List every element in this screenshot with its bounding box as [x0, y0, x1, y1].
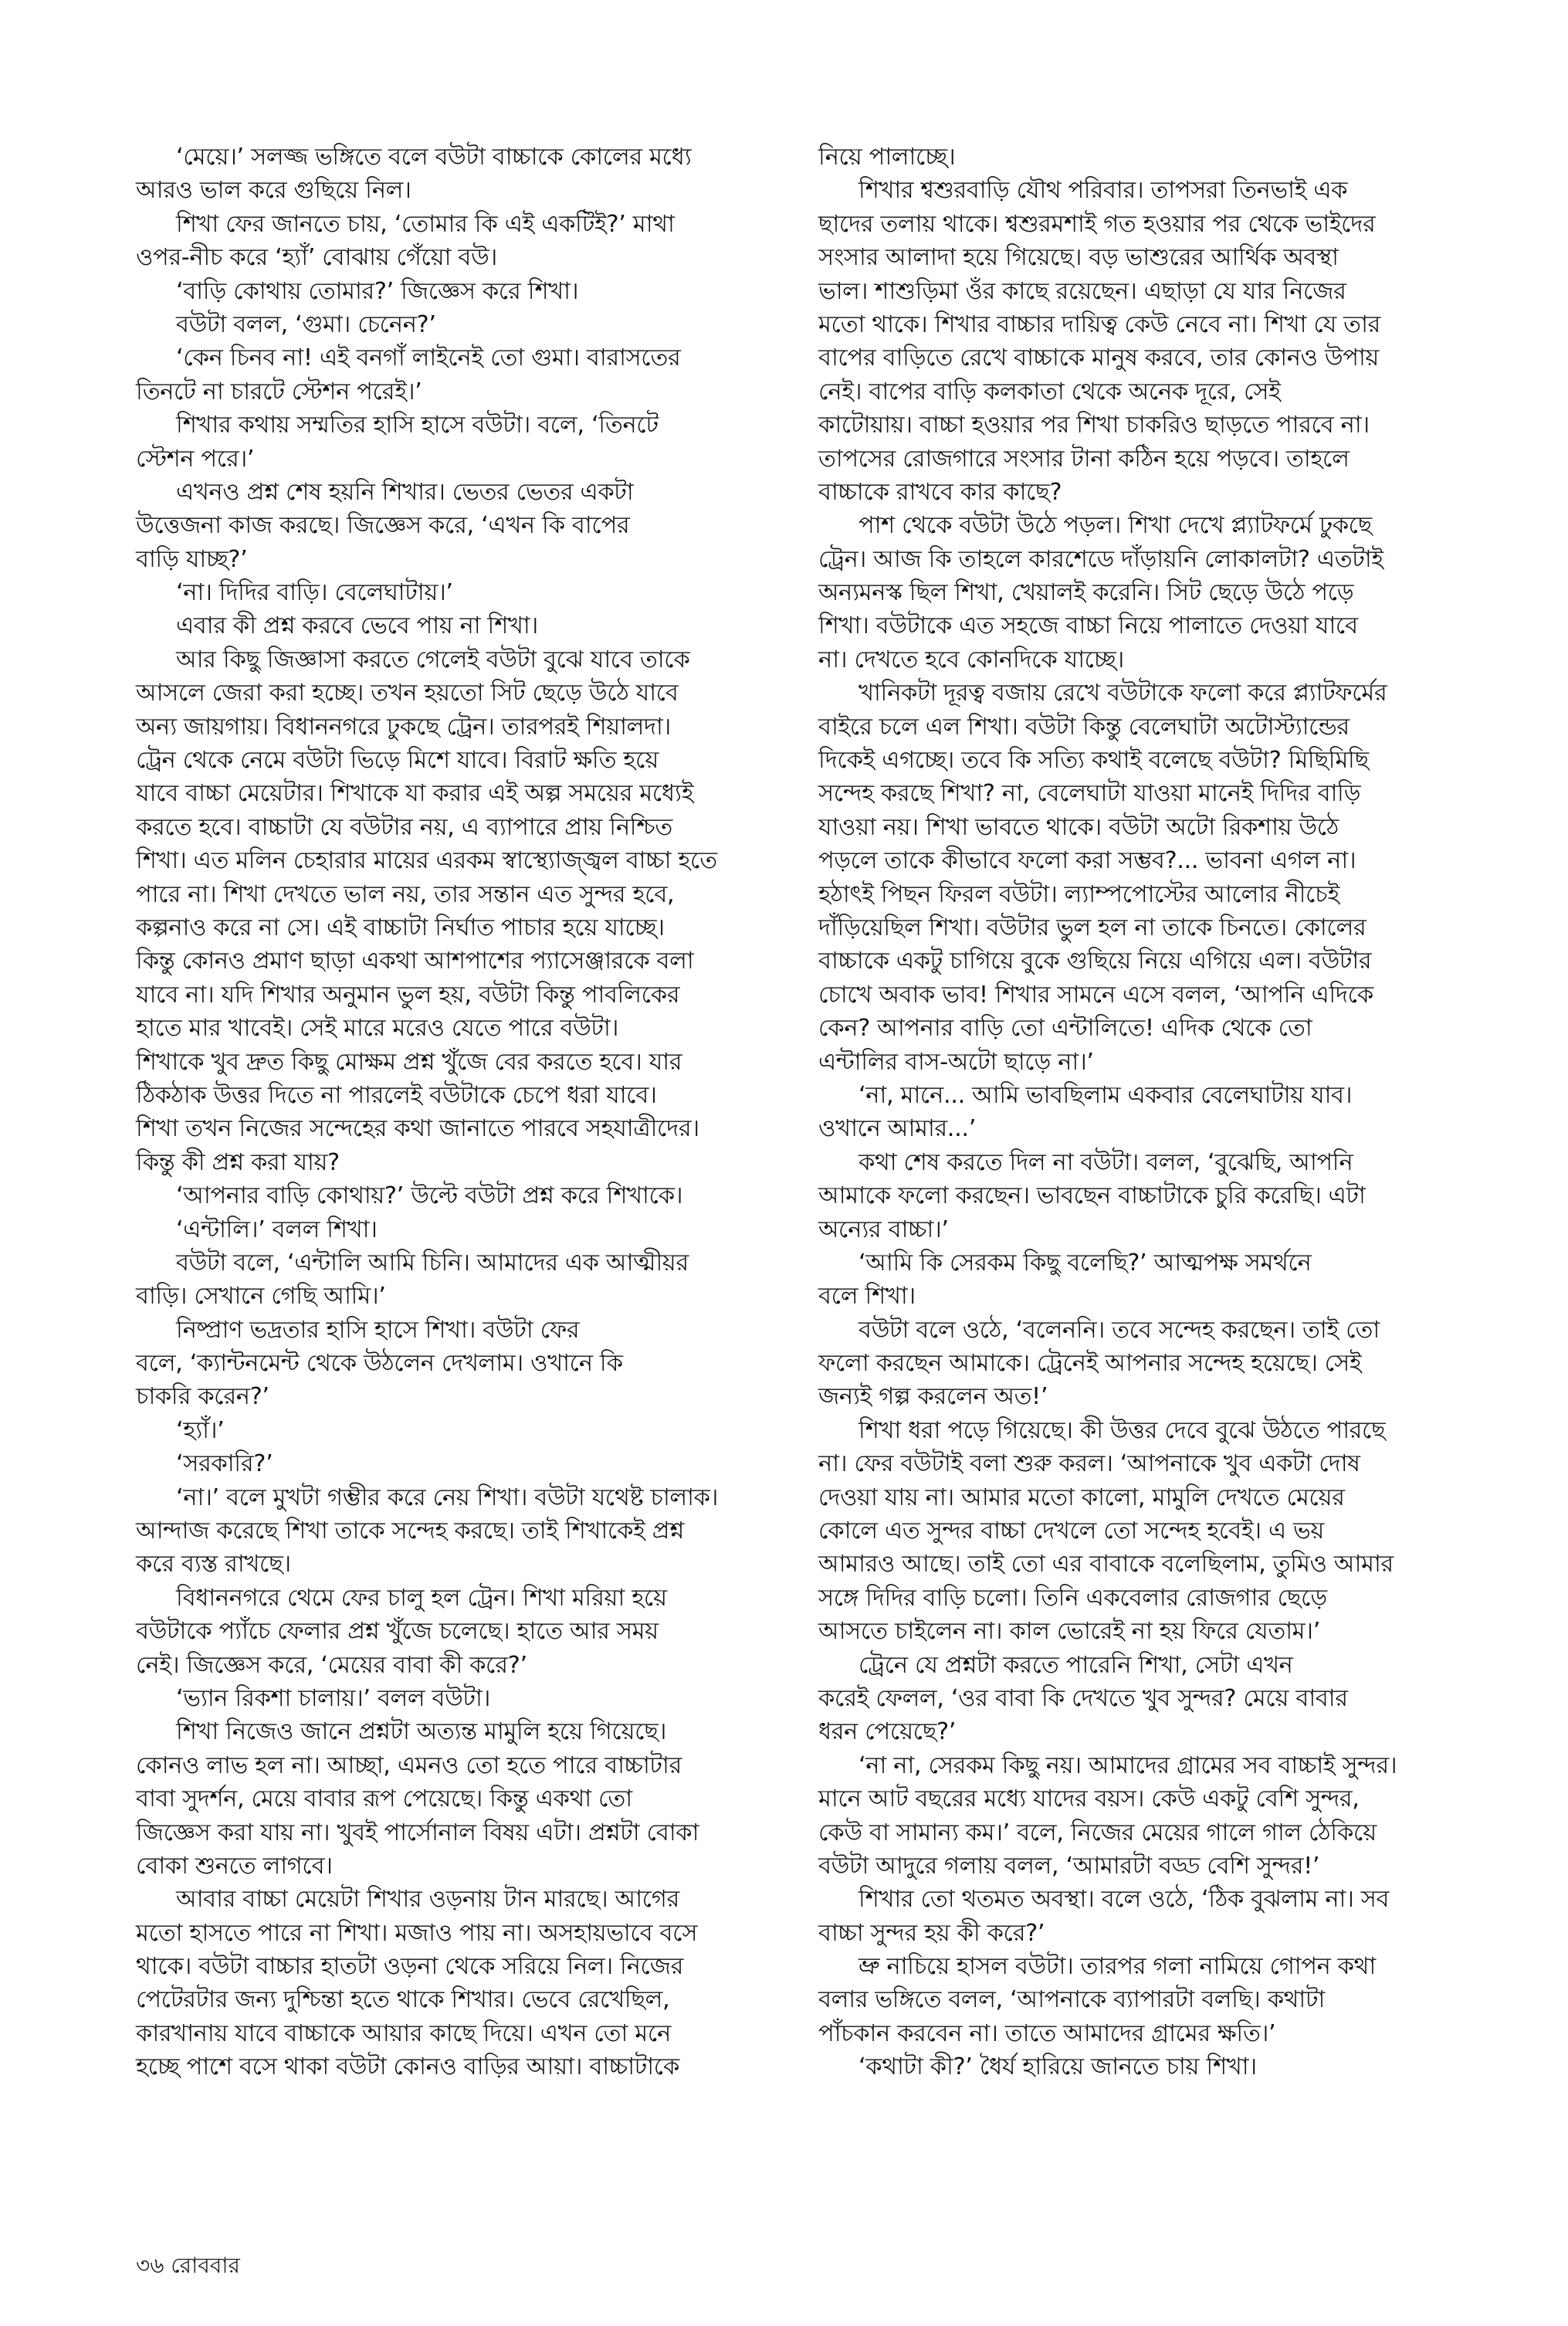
text-line: বাবা সুদর্শন, মেয়ে বাবার রূপ পেয়েছে। কিন্তু একথা তো	[136, 1785, 632, 1813]
text-line: অন্য জায়গায়। বিধাননগরে ঢুকছে ট্রেন। তারপরই শিয়ালদা।	[136, 713, 671, 741]
text-line: তাপসের রোজগারে সংসার টানা কঠিন হয়ে পড়বে। তাহলে	[818, 445, 1350, 473]
text-line: খানিকটা দূরত্ব বজায় রেখে বউটাকে ফলো করে প্ল্যাটফর্মের	[859, 680, 1387, 707]
text-line: কল্পনাও করে না সে। এই বাচ্চাটা নির্ঘাত পাচার হয়ে যাচ্ছে।	[136, 914, 665, 941]
text-line: কারখানায় যাবে বাচ্চাকে আয়ার কাছে দিয়ে। এখন তো মনে	[136, 2019, 671, 2047]
text-line: বউটা বলল, ‘গুমা। চেনেন?’	[176, 310, 436, 338]
text-line: আন্দাজ করেছে শিখা তাকে সন্দেহ করছে। তাই শিখাকেই প্রশ্ন	[136, 1517, 684, 1545]
text-line: বাড়ি। সেখানে গেছি আমি।’	[136, 1283, 386, 1310]
text-line: ট্রেনে যে প্রশ্নটা করতে পারেনি শিখা, সেটা এখন	[859, 1651, 1293, 1679]
text-line: বউটা বলে ওঠে, ‘বলেননি। তবে সন্দেহ করছেন। তাই তো	[859, 1316, 1380, 1344]
text-line: ‘না। দিদির বাড়ি। বেলেঘাটায়।’	[176, 579, 453, 607]
text-line: আবার বাচ্চা মেয়েটা শিখার ওড়নায় টান মারছে। আগের	[176, 1886, 679, 1914]
text-line: ‘বাড়ি কোথায় তোমার?’ জিজ্ঞেস করে শিখা।	[176, 277, 579, 305]
text-line: না। ফের বউটাই বলা শুরু করল। ‘আপনাকে খুব একটা দোষ	[818, 1450, 1360, 1478]
text-line: এবার কী প্রশ্ন করবে ভেবে পায় না শিখা।	[176, 612, 538, 640]
text-line: ‘আপনার বাড়ি কোথায়?’ উল্টে বউটা প্রশ্ন করে শিখাকে।	[176, 1182, 683, 1210]
text-line: বোকা শুনতে লাগবে।	[136, 1852, 333, 1880]
text-line: ধরন পেয়েছে?’	[818, 1718, 957, 1746]
text-line: সংসার আলাদা হয়ে গিয়েছে। বড় ভাশুরের আর্থিক অবস্থা	[818, 244, 1339, 272]
text-line: করতে হবে। বাচ্চাটা যে বউটার নয়, এ ব্যাপারে প্রায় নিশ্চিত	[136, 813, 672, 841]
text-line: যাবে না। যদি শিখার অনুমান ভুল হয়, বউটা কিন্তু পাবলিকের	[136, 981, 680, 1009]
text-line: কথা শেষ করতে দিল না বউটা। বলল, ‘বুঝেছি, আপনি	[859, 1148, 1353, 1176]
left-text-column	[136, 141, 800, 2084]
text-line: ভাল। শাশুড়িমা ওঁর কাছে রয়েছেন। এছাড়া যে যার নিজের	[818, 277, 1346, 305]
text-line: শিখার তো থতমত অবস্থা। বলে ওঠে, ‘ঠিক বুঝলাম না। সব	[859, 1886, 1390, 1914]
text-line: মতো থাকে। শিখার বাচ্চার দায়িত্ব কেউ নেবে না। শিখা যে তার	[818, 310, 1380, 338]
text-line: ঠিকঠাক উত্তর দিতে না পারলেই বউটাকে চেপে ধরা যাবে।	[136, 1081, 657, 1109]
text-line: আর কিছু জিজ্ঞাসা করতে গেলেই বউটা বুঝে যাবে তাকে	[176, 646, 690, 673]
text-line: এন্টালির বাস-অটো ছাড়ে না।’	[818, 1048, 1094, 1076]
text-line: শিখার শ্বশুরবাড়ি যৌথ পরিবার। তাপসরা তিনভাই এক	[859, 177, 1348, 205]
text-line: বউটা আদুরে গলায় বলল, ‘আমারটা বড্ড বেশি সুন্দর!’	[818, 1852, 1320, 1880]
text-line: স্টেশন পরে।’	[136, 445, 255, 473]
text-line: যাবে বাচ্চা মেয়েটার। শিখাকে যা করার এই অল্প সময়ের মধ্যেই	[136, 780, 694, 808]
text-line: মানে আট বছরের মধ্যে যাদের বয়স। কেউ একটু বেশি সুন্দর,	[818, 1785, 1360, 1813]
text-line: ছাদের তলায় থাকে। শ্বশুরমশাই গত হওয়ার পর থেকে ভাইদের	[818, 210, 1376, 238]
text-line: না। দেখতে হবে কোনদিকে যাচ্ছে।	[818, 646, 1124, 673]
text-line: কিন্তু কী প্রশ্ন করা যায়?	[136, 1148, 340, 1176]
text-line: বিধাননগরে থেমে ফের চালু হল ট্রেন। শিখা মরিয়া হয়ে	[176, 1584, 667, 1612]
text-line: ‘মেয়ে।’ সলজ্জ ভঙ্গিতে বলে বউটা বাচ্চাকে কোলের মধ্যে	[176, 144, 692, 171]
text-line: শিখা নিজেও জানে প্রশ্নটা অত্যন্ত মামুলি হয়ে গিয়েছে।	[176, 1718, 667, 1746]
text-line: আসলে জেরা করা হচ্ছে। তখন হয়তো সিট ছেড়ে উঠে যাবে	[136, 680, 679, 707]
text-line: ওপর-নীচ করে ‘হ্যাঁ’ বোঝায় গেঁয়ো বউ।	[136, 244, 497, 272]
text-line: জন্যই গল্প করলেন অত!’	[818, 1383, 1048, 1411]
text-line: পাশ থেকে বউটা উঠে পড়ল। শিখা দেখে প্ল্যাটফর্মে ঢুকছে	[859, 512, 1372, 540]
text-line: ‘সরকারি?’	[176, 1450, 273, 1478]
text-line: ট্রেন। আজ কি তাহলে কারশেডে দাঁড়ায়নি লোকালটা? এতটাই	[818, 545, 1383, 573]
text-line: বাচ্চা সুন্দর হয় কী করে?’	[818, 1919, 1045, 1947]
text-line: ‘কথাটা কী?’ ধৈর্য হারিয়ে জানতে চায় শিখা।	[859, 2053, 1257, 2081]
text-line: ভ্রু নাচিয়ে হাসল বউটা। তারপর গলা নামিয়ে গোপন কথা	[859, 1953, 1376, 1981]
text-line: চোখে অবাক ভাব! শিখার সামনে এসে বলল, ‘আপনি এদিকে	[818, 981, 1373, 1009]
text-line: শিখা ফের জানতে চায়, ‘তোমার কি এই একটিই?’ মাথা	[176, 210, 675, 238]
text-line: ‘এন্টালি।’ বলল শিখা।	[176, 1216, 378, 1243]
text-line: পাঁচকান করবেন না। তাতে আমাদের গ্রামের ক্ষতি।’	[818, 2019, 1276, 2047]
text-line: ‘ভ্যান রিকশা চালায়।’ বলল বউটা।	[176, 1684, 491, 1712]
text-line: কোনও লাভ হল না। আচ্ছা, এমনও তো হতে পারে বাচ্চাটার	[136, 1751, 682, 1779]
text-line: বউটা বলে, ‘এন্টালি আমি চিনি। আমাদের এক আত্মীয়র	[176, 1249, 689, 1277]
text-line: থাকে। বউটা বাচ্চার হাতটা ওড়না থেকে সরিয়ে নিল। নিজের	[136, 1953, 684, 1981]
text-line: শিখা। এত মলিন চেহারার মায়ের এরকম স্বাস্থ্যোজ্জ্বল বাচ্চা হতে	[136, 847, 717, 875]
text-line: তিনটে না চারটে স্টেশন পরেই।’	[136, 378, 422, 405]
text-line: নেই। জিজ্ঞেস করে, ‘মেয়ের বাবা কী করে?’	[136, 1651, 527, 1679]
text-line: অন্যের বাচ্চা।’	[818, 1216, 949, 1243]
text-line: করেই ফেলল, ‘ওর বাবা কি দেখতে খুব সুন্দর? মেয়ে বাবার	[818, 1684, 1348, 1712]
text-line: পেটেরটার জন্য দুশ্চিন্তা হতে থাকে শিখার। ভেবে রেখেছিল,	[136, 1986, 670, 2014]
text-line: হঠাৎই পিছন ফিরল বউটা। ল্যাম্পপোস্টের আলোর নীচেই	[818, 880, 1339, 908]
text-line: আসতে চাইলেন না। কাল ভোরেই না হয় ফিরে যেতাম।’	[818, 1618, 1320, 1646]
text-line: এখনও প্রশ্ন শেষ হয়নি শিখার। ভেতর ভেতর একটা	[176, 478, 634, 506]
text-line: আমারও আছে। তাই তো এর বাবাকে বলেছিলাম, তুমিও আমার	[818, 1551, 1394, 1578]
text-line: হাতে মার খাবেই। সেই মারে মরেও যেতে পারে বউটা।	[136, 1015, 618, 1043]
text-line: নিয়ে পালাচ্ছে।	[818, 144, 956, 171]
text-line: হচ্ছে পাশে বসে থাকা বউটা কোনও বাড়ির আয়া। বাচ্চাটাকে	[136, 2053, 679, 2081]
text-line: শিখা। বউটাকে এত সহজে বাচ্চা নিয়ে পালাতে দেওয়া যাবে	[818, 612, 1358, 640]
text-line: যাওয়া নয়। শিখা ভাবতে থাকে। বউটা অটো রিকশায় উঠে	[818, 813, 1339, 841]
text-line: ‘আমি কি সেরকম কিছু বলেছি?’ আত্মপক্ষ সমর্থনে	[859, 1249, 1312, 1277]
text-line: কেন? আপনার বাড়ি তো এন্টালিতে! এদিক থেকে তো	[818, 1015, 1312, 1043]
text-line: চাকরি করেন?’	[136, 1383, 269, 1411]
text-line: দিকেই এগচ্ছে। তবে কি সত্যি কথাই বলেছে বউটা? মিছিমিছি	[818, 747, 1369, 775]
text-line: সন্দেহ করছে শিখা? না, বেলেঘাটা যাওয়া মানেই দিদির বাড়ি	[818, 780, 1361, 808]
text-line: বাচ্চাকে একটু চাগিয়ে বুকে গুছিয়ে নিয়ে এগিয়ে এল। বউটার	[818, 948, 1372, 975]
text-line: কাটোয়ায়। বাচ্চা হওয়ার পর শিখা চাকরিও ছাড়তে পারবে না।	[818, 412, 1370, 439]
text-line: আমাকে ফলো করছেন। ভাবছেন বাচ্চাটাকে চুরি করেছি। এটা	[818, 1182, 1366, 1210]
text-line: পড়লে তাকে কীভাবে ফলো করা সম্ভব?... ভাবনা এগল না।	[818, 847, 1356, 875]
text-line: বলে শিখা।	[818, 1283, 916, 1310]
text-line: নেই। বাপের বাড়ি কলকাতা থেকে অনেক দূরে, সেই	[818, 378, 1281, 405]
text-line: শিখার কথায় সম্মতির হাসি হাসে বউটা। বলে, ‘তিনটে	[176, 412, 659, 439]
text-line: কোলে এত সুন্দর বাচ্চা দেখলে তো সন্দেহ হবেই। এ ভয়	[818, 1517, 1324, 1545]
text-line: ‘না।’ বলে মুখটা গম্ভীর করে নেয় শিখা। বউটা যথেষ্ট চালাক।	[176, 1483, 719, 1511]
text-line: মতো হাসতে পারে না শিখা। মজাও পায় না। অসহায়ভাবে বসে	[136, 1919, 698, 1947]
text-line: দেওয়া যায় না। আমার মতো কালো, মামুলি দেখতে মেয়ের	[818, 1483, 1345, 1511]
page-folio: ৩৬ রোববার	[136, 2253, 240, 2278]
text-line: বউটাকে প্যাঁচে ফেলার প্রশ্ন খুঁজে চলেছে। হাতে আর সময়	[136, 1618, 659, 1646]
text-line: ‘হ্যাঁ।’	[176, 1416, 225, 1444]
text-line: জিজ্ঞেস করা যায় না। খুবই পার্সোনাল বিষয় এটা। প্রশ্নটা বোকা	[136, 1819, 699, 1846]
text-line: বাইরে চলে এল শিখা। বউটা কিন্তু বেলেঘাটা অটোস্ট্যান্ডের	[818, 713, 1350, 741]
text-line: ট্রেন থেকে নেমে বউটা ভিড়ে মিশে যাবে। বিরাট ক্ষতি হয়ে	[136, 747, 659, 775]
text-line: দাঁড়িয়েছিল শিখা। বউটার ভুল হল না তাকে চিনতে। কোলের	[818, 914, 1366, 941]
text-line: ‘কেন চিনব না! এই বনগাঁ লাইনেই তো গুমা। বারাসতের	[176, 344, 681, 372]
text-line: শিখা তখন নিজের সন্দেহের কথা জানাতে পারবে সহযাত্রীদের।	[136, 1115, 699, 1143]
text-line: কেউ বা সামান্য কম।’ বলে, নিজের মেয়ের গালে গাল ঠেকিয়ে	[818, 1819, 1377, 1846]
text-line: ‘না, মানে... আমি ভাবছিলাম একবার বেলেঘাটায় যাব।	[859, 1081, 1353, 1109]
text-line: বাচ্চাকে রাখবে কার কাছে?	[818, 478, 1062, 506]
right-text-column	[818, 141, 1484, 2084]
text-line: সঙ্গে দিদির বাড়ি চলো। তিনি একবেলার রোজগার ছেড়ে	[818, 1584, 1327, 1612]
text-line: আরও ভাল করে গুছিয়ে নিল।	[136, 177, 411, 205]
text-line: বাপের বাড়িতে রেখে বাচ্চাকে মানুষ করবে, তার কোনও উপায়	[818, 344, 1379, 372]
text-line: করে ব্যস্ত রাখছে।	[136, 1551, 291, 1578]
text-line: কিন্তু কোনও প্রমাণ ছাড়া একথা আশপাশের প্যাসেঞ্জারকে বলা	[136, 948, 694, 975]
text-line: শিখা ধরা পড়ে গিয়েছে। কী উত্তর দেবে বুঝে উঠতে পারছে	[859, 1416, 1386, 1444]
text-line: বলে, ‘ক্যান্টনমেন্ট থেকে উঠলেন দেখলাম। ওখানে কি	[136, 1350, 623, 1378]
text-line: শিখাকে খুব দ্রুত কিছু মোক্ষম প্রশ্ন খুঁজে বের করতে হবে। যার	[136, 1048, 682, 1076]
text-line: বাড়ি যাচ্ছ?’	[136, 545, 248, 573]
text-line: বলার ভঙ্গিতে বলল, ‘আপনাকে ব্যাপারটা বলছি। কথাটা	[818, 1986, 1325, 2014]
text-line: পারে না। শিখা দেখতে ভাল নয়, তার সন্তান এত সুন্দর হবে,	[136, 880, 675, 908]
text-line: ওখানে আমার...’	[818, 1115, 976, 1143]
text-line: উত্তেজনা কাজ করছে। জিজ্ঞেস করে, ‘এখন কি বাপের	[136, 512, 630, 540]
text-line: নিষ্প্রাণ ভদ্রতার হাসি হাসে শিখা। বউটা ফের	[176, 1316, 580, 1344]
text-line: ফলো করছেন আমাকে। ট্রেনেই আপনার সন্দেহ হয়েছে। সেই	[818, 1350, 1362, 1378]
text-line: ‘না না, সেরকম কিছু নয়। আমাদের গ্রামের সব বাচ্চাই সুন্দর।	[859, 1751, 1397, 1779]
text-line: অন্যমনস্ক ছিল শিখা, খেয়ালই করেনি। সিট ছেড়ে উঠে পড়ে	[818, 579, 1354, 607]
